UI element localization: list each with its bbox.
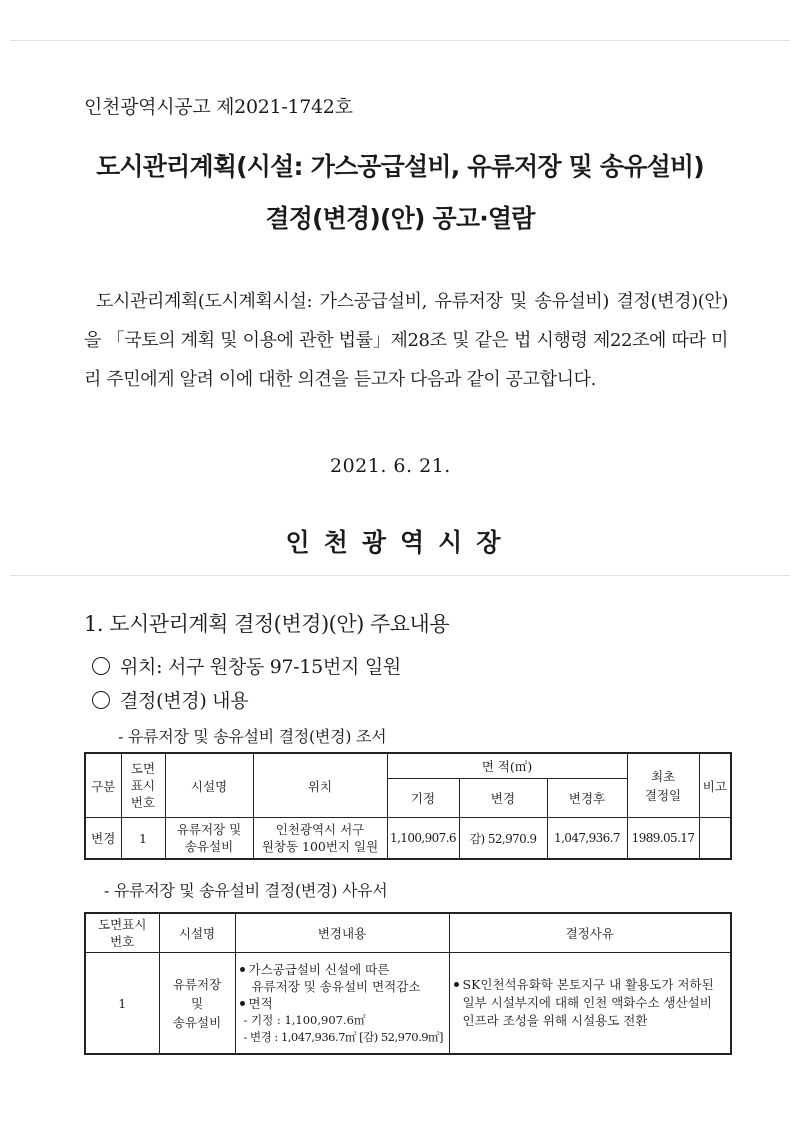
cell-first-decision: 1989.05.17 bbox=[627, 818, 699, 860]
header-map-no: 도면표시 번호 bbox=[85, 913, 159, 953]
notice-number: 인천광역시공고 제2021-1742호 bbox=[84, 96, 353, 118]
header-after: 변경후 bbox=[547, 779, 627, 818]
header-facility: 시설명 bbox=[165, 753, 253, 818]
table-row bbox=[85, 953, 731, 1055]
cell-map-no: 1 bbox=[85, 953, 159, 1055]
cell-remarks bbox=[699, 818, 731, 860]
scan-line bbox=[10, 575, 790, 576]
header-content: 변경내용 bbox=[235, 913, 449, 953]
bullet-dot-icon bbox=[454, 982, 459, 987]
circle-bullet-icon bbox=[92, 657, 110, 675]
cell-existing: 1,100,907.6 bbox=[387, 818, 459, 860]
reason-text: SK인천석유화학 본토지구 내 활용도가 저하된 일부 시설부지에 대해 인천 액화수소 생산설비 인프라 조성을 위해 시설용도 전환 bbox=[462, 977, 714, 1028]
cell-facility: 유류저장 및 송유설비 bbox=[165, 818, 253, 860]
title-line-1: 도시관리계획(시설: 가스공급설비, 유류저장 및 송유설비) bbox=[96, 152, 704, 181]
decision-table bbox=[84, 752, 732, 860]
bullet-dot-icon bbox=[240, 967, 245, 972]
location-text: 위치: 서구 원창동 97-15번지 일원 bbox=[120, 656, 401, 678]
header-existing: 기정 bbox=[387, 779, 459, 818]
header-reason: 결정사유 bbox=[449, 913, 731, 953]
content-item-2: 면적 bbox=[248, 995, 273, 1011]
location-item bbox=[92, 652, 401, 679]
content-item-1: 가스공급설비 신설에 따른 bbox=[248, 961, 390, 977]
reason-table bbox=[84, 912, 732, 1055]
table1-caption: - 유류저장 및 송유설비 결정(변경) 조서 bbox=[118, 727, 387, 746]
notice-date: 2021. 6. 21. bbox=[330, 455, 451, 477]
table-row bbox=[85, 818, 731, 860]
cell-after: 1,047,936.7 bbox=[547, 818, 627, 860]
content-change: - 변경 : 1,047,936.7㎡ [감) 52,970.9㎡] bbox=[243, 1029, 444, 1044]
header-area: 면 적(㎡) bbox=[387, 753, 627, 779]
content-item-1b: 유류저장 및 송유설비 면적감소 bbox=[251, 978, 421, 994]
header-remarks: 비고 bbox=[699, 753, 731, 818]
cell-location: 인천광역시 서구 원창동 100번지 일원 bbox=[253, 818, 387, 860]
table2-caption: - 유류저장 및 송유설비 결정(변경) 사유서 bbox=[104, 881, 388, 900]
header-category: 구분 bbox=[85, 753, 121, 818]
scan-line bbox=[10, 40, 790, 41]
bullet-dot-icon bbox=[240, 1001, 245, 1006]
content-existing: - 기정 : 1,100,907.6㎡ bbox=[243, 1012, 366, 1027]
cell-map-no: 1 bbox=[121, 818, 165, 860]
cell-content bbox=[235, 953, 449, 1055]
header-facility: 시설명 bbox=[159, 913, 235, 953]
content-item bbox=[92, 686, 248, 713]
header-location: 위치 bbox=[253, 753, 387, 818]
title-line-2: 결정(변경)(안) 공고·열람 bbox=[265, 204, 535, 233]
header-first-decision: 최초 결정일 bbox=[627, 753, 699, 818]
issuer-name: 인천광역시장 bbox=[285, 528, 515, 557]
content-label: 결정(변경) 내용 bbox=[120, 690, 249, 712]
section-heading: 1. 도시관리계획 결정(변경)(안) 주요내용 bbox=[84, 612, 450, 636]
cell-change: 감) 52,970.9 bbox=[459, 818, 547, 860]
cell-reason bbox=[449, 953, 731, 1055]
cell-category: 변경 bbox=[85, 818, 121, 860]
circle-bullet-icon bbox=[92, 691, 110, 709]
header-map-no: 도면 표시 번호 bbox=[121, 753, 165, 818]
notice-body: 도시관리계획(도시계획시설: 가스공급설비, 유류저장 및 송유설비) 결정(변경)(안)을 「국토의 계획 및 이용에 관한 법률」제28조 및 같은 법 시행령 제22조에 따라 미리 주민에게 알려 이에 대한 의견을 듣고자 다음과 같이 공고합니다. bbox=[84, 291, 728, 390]
cell-facility: 유류저장 및 송유설비 bbox=[159, 953, 235, 1055]
header-change: 변경 bbox=[459, 779, 547, 818]
